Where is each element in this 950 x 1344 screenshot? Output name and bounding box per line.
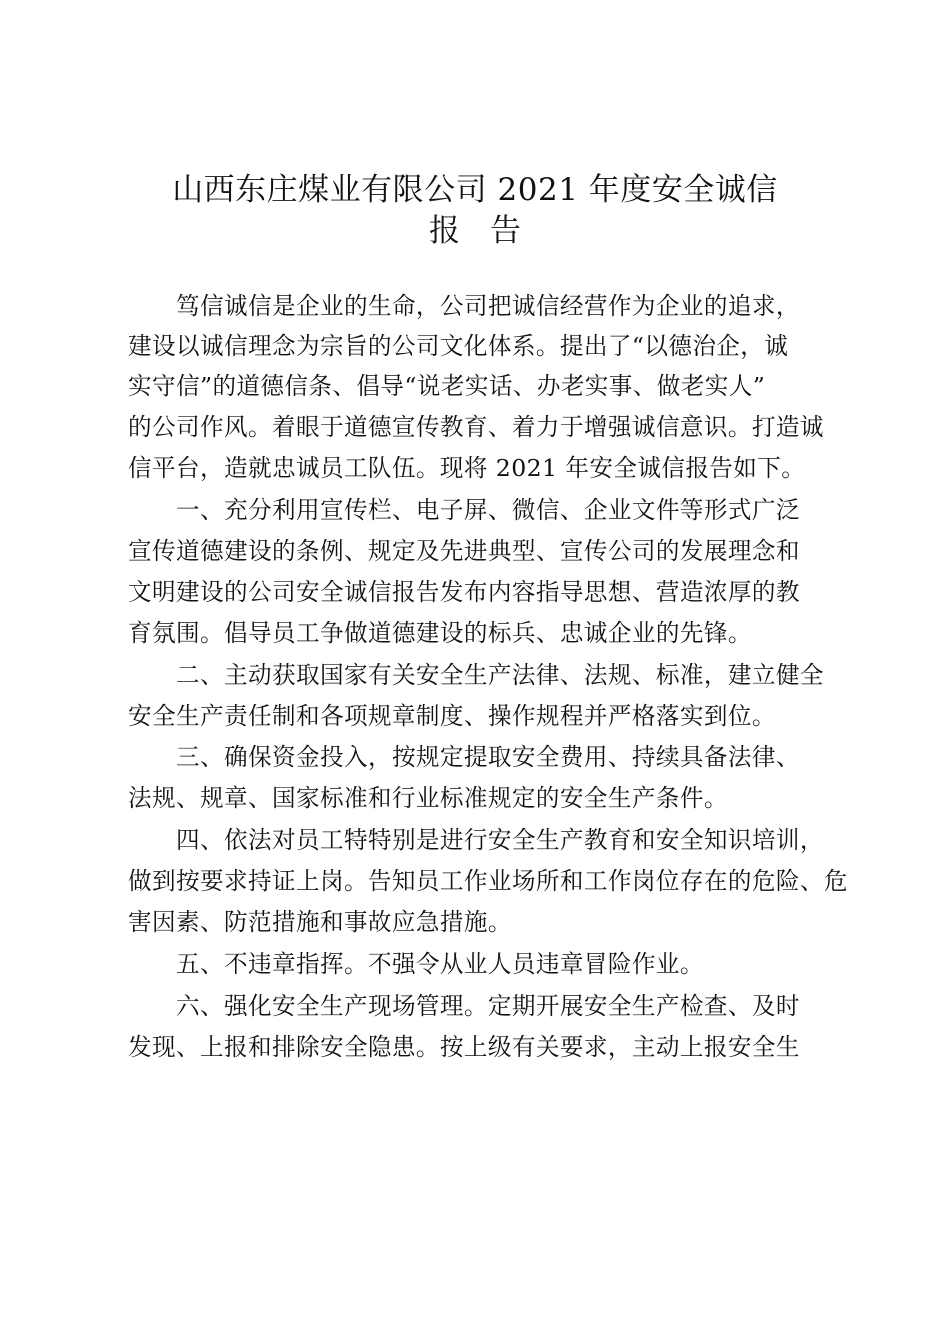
document-title-line-2 [0, 211, 950, 251]
body-line: 文明建设的公司安全诚信报告发布内容指导思想、营造浓厚的教 [128, 578, 800, 606]
title-word-gao: 告 [490, 213, 521, 249]
body-line: 实守信”的道德信条、倡导“说老实话、办老实事、做老实人” [128, 372, 766, 400]
body-line: 笃信诚信是企业的生命，公司把诚信经营作为企业的追求， [176, 292, 800, 320]
body-line: 建设以诚信理念为宗旨的公司文化体系。提出了“以德治企，诚 [128, 332, 789, 360]
body-line: 三、确保资金投入，按规定提取安全费用、持续具备法律、 [176, 743, 800, 771]
body-line: 信平台，造就忠诚员工队伍。现将 2021 年安全诚信报告如下。 [128, 454, 806, 482]
body-line: 法规、规章、国家标准和行业标准规定的安全生产条件。 [128, 784, 728, 812]
title-word-bao: 报 [429, 213, 460, 249]
body-line: 四、依法对员工特特别是进行安全生产教育和安全知识培训， [176, 826, 824, 854]
body-line: 发现、上报和排除安全隐患。按上级有关要求，主动上报安全生 [128, 1033, 800, 1061]
body-line: 安全生产责任制和各项规章制度、操作规程并严格落实到位。 [128, 702, 776, 730]
body-line: 育氛围。倡导员工争做道德建设的标兵、忠诚企业的先锋。 [128, 619, 752, 647]
body-line: 一、充分利用宣传栏、电子屏、微信、企业文件等形式广泛 [176, 496, 800, 524]
document-title-line-1: 山西东庄煤业有限公司 2021 年度安全诚信 [172, 172, 778, 208]
body-line: 做到按要求持证上岗。告知员工作业场所和工作岗位存在的危险、危 [128, 867, 848, 895]
body-line: 的公司作风。着眼于道德宣传教育、着力于增强诚信意识。打造诚 [128, 413, 824, 441]
body-line: 害因素、防范措施和事故应急措施。 [128, 908, 512, 936]
body-line: 五、不违章指挥。不强令从业人员违章冒险作业。 [176, 950, 704, 978]
body-line: 六、强化安全生产现场管理。定期开展安全生产检查、及时 [176, 992, 800, 1020]
body-line: 宣传道德建设的条例、规定及先进典型、宣传公司的发展理念和 [128, 537, 800, 565]
body-line: 二、主动获取国家有关安全生产法律、法规、标准，建立健全 [176, 661, 824, 689]
